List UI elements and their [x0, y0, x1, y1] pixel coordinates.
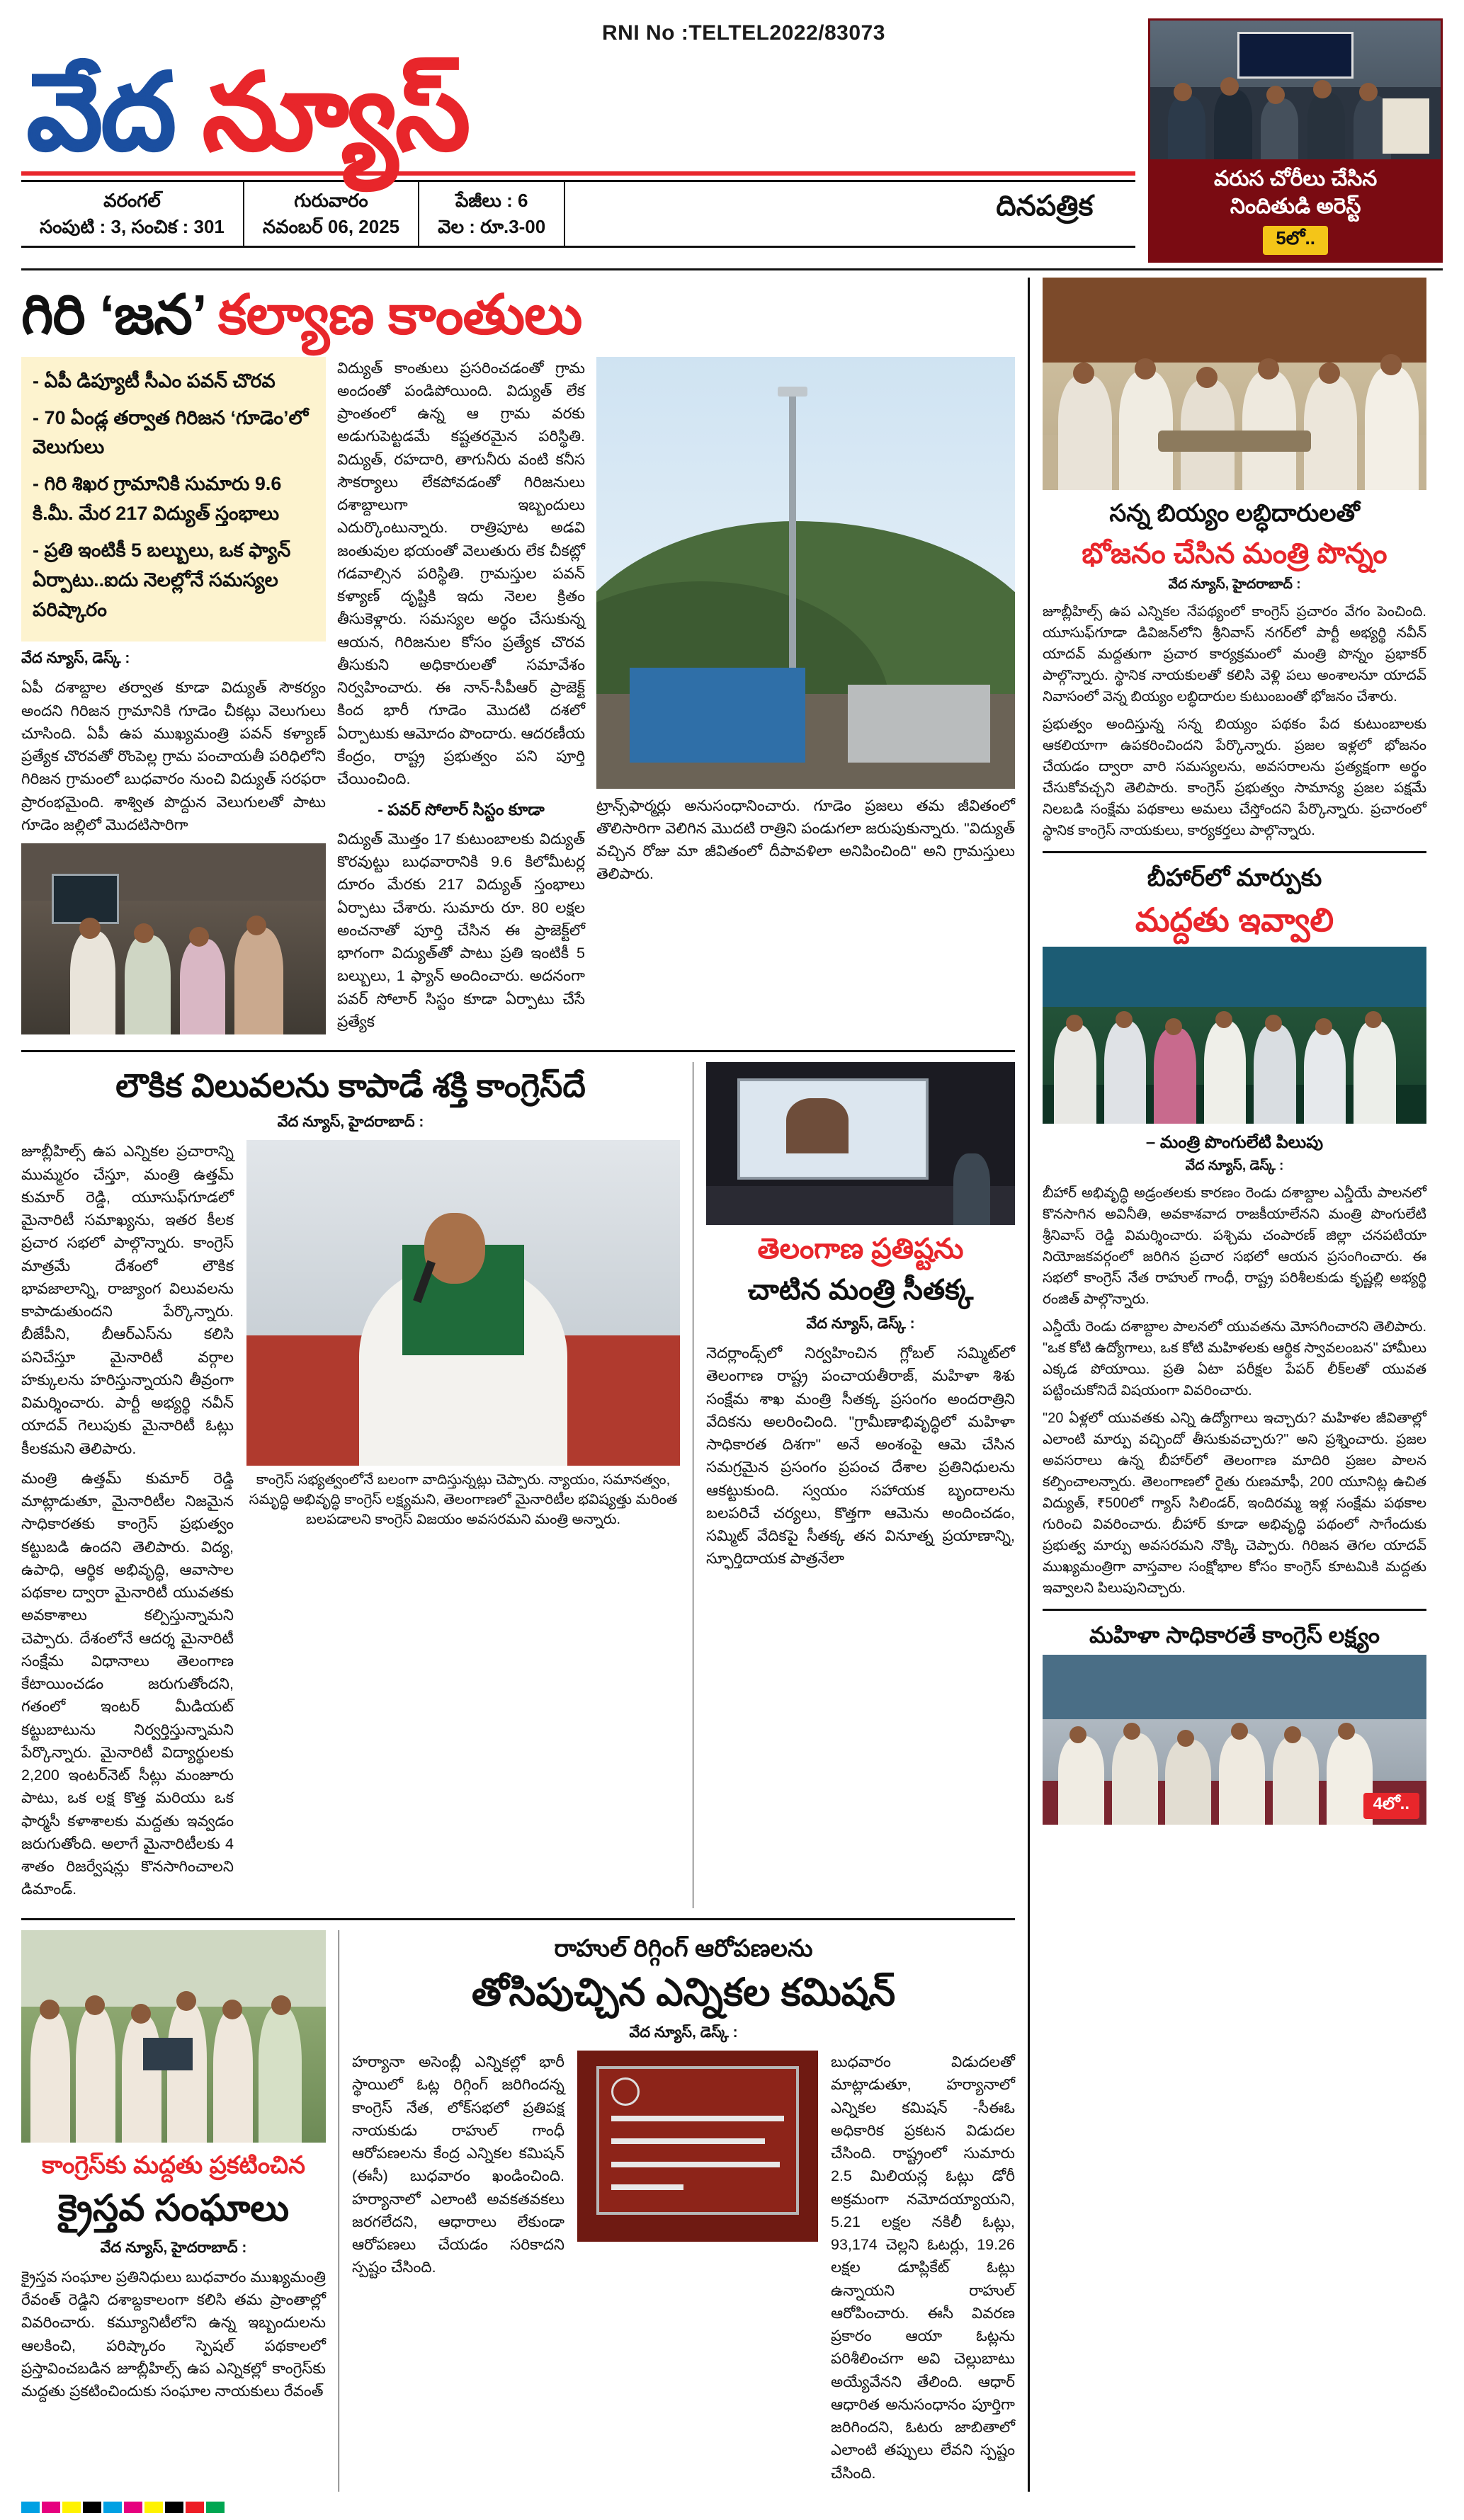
colorbar-0: [21, 2502, 40, 2513]
article4-col2: [831, 2051, 1015, 2492]
rni-number: RNI No :TELTEL2022/83073: [602, 21, 885, 45]
lead-byline: వేద న్యూస్, డెస్క్ :: [21, 650, 130, 667]
promo-box[interactable]: [1148, 18, 1443, 263]
right-story1-body: [1043, 601, 1426, 841]
masthead-subtitle: దినపత్రిక: [996, 190, 1094, 222]
article2-body-row: [21, 1140, 680, 1908]
newspaper-logo: [21, 18, 1135, 169]
article4-col1: [352, 2051, 564, 2492]
info-day: గురువారం: [294, 190, 368, 212]
right-photo-women-event: [1043, 1655, 1426, 1825]
article2-photo-wrap: [246, 1140, 680, 1908]
lead-col1-text: ఏపీ దశాబ్దాల తర్వాత కూడా విద్యుత్ సౌకర్యం అందని గిరిజన గ్రామానికి గూడెం చీకట్లు వెలుగులు చూసింది. ఏపీ ఉప ముఖ్యమంత్రి పవన్ కళ్యాణ్ ప్రత్యేక చొరవతో రొంపెల్ల గ్రామ పంచాయతీ పరిధిలోని గిరిజన గ్రామంలో బుధవారం నుంచి విద్యుత్ సరఫరా ప్రారంభమైంది. శాశ్విత పొద్దున వెలుగులతో పాటు గూడెం జల్లిలో మొదటిసారిగా: [21, 679, 326, 833]
article3-byline: వేద న్యూస్, డెస్క్ :: [806, 1316, 915, 1333]
left-column: [21, 278, 1030, 2492]
lead-col2b-text: విద్యుత్ మొత్తం 17 కుటుంబాలకు విద్యుత్ కొరవుట్టు బుధవారానికి 9.6 కిలోమీటర్ల దూరం మేరకు 217 విద్యుత్ స్తంభాలు ఏర్పాటు చేశారు. సుమారు రూ. 80 లక్షల అంచనాతో పూర్తి చేసిన ఈ ప్రాజెక్ట్‌లో భాగంగా విద్యుత్‌తో పాటు ప్రతి ఇంటికీ 5 బల్బులు, 1 ఫ్యాన్ అందించారు. అదనంగా పవర్ సోలార్ సిస్టం కూడా ఏర్పాటు చేసే ప్రత్యేక: [337, 830, 585, 1030]
promo-caption-line1: వరుస చోరీలు చేసిన: [1213, 167, 1378, 190]
article-ec: [21, 1930, 1015, 2492]
right-story2-byline: వేద న్యూస్, డెస్క్ :: [1185, 1158, 1284, 1174]
lead-column-2: [337, 357, 585, 1041]
article4-row: [352, 2051, 1015, 2492]
article3-body: [706, 1342, 1015, 1570]
promo-caption: [1150, 159, 1441, 223]
right-story1-p1: జూబ్లీహిల్స్ ఉప ఎన్నికల నేపథ్యంలో కాంగ్రెస్ ప్రచారం వేగం పెంచింది. యూసుఫ్‌గూడా డివిజన్‌లోని శ్రీనివాస్ నగర్‌లో పార్టీ అభ్యర్థి నవీన్ యాదవ్ మద్దతుగా ప్రచార కార్యక్రమంలో మంత్రి పొన్నం ప్రభాకర్ పాల్గొన్నారు. స్థానిక నాయకులతో కలిసి వెళ్లి పలు అంశాలనూ యాదవ్ నివాసంలో వెన్న బియ్యం లబ్ధిదారుల కుటుంబంతో భోజనం చేశారు.: [1043, 603, 1426, 705]
promo-page-badge[interactable]: 5లో..: [1263, 226, 1328, 255]
colorbar-1: [42, 2502, 60, 2513]
info-pages: పేజీలు : 6: [455, 190, 528, 212]
article3-heading-1: తెలంగాణ ప్రతిష్టను: [757, 1233, 964, 1265]
masthead-logo-block: [21, 18, 1135, 248]
article4-caption-body: క్రైస్తవ సంఘాల ప్రతినిధులు బుధవారం ముఖ్యమంత్రి రేవంత్ రెడ్డిని దశాబ్దకాలంగా కలిసి తమ ప్రాంతాల్లో వివరించారు. కమ్యూనిటీలోని ఉన్న ఇబ్బందులను ఆలకించి, పరిష్కారం స్పెషల్ పథకాలలో ప్రస్తావించబడిన జూబ్లీహిల్స్ ఉప ఎన్నికల్లో కాంగ్రెస్‌కు మద్దతు ప్రకటించిందుకు సంఘాల నాయకులు రేవంత్: [21, 2268, 326, 2400]
article3-heading-2: చాటిన మంత్రి సీతక్క: [747, 1275, 974, 1306]
masthead-info-strip: [21, 180, 1135, 248]
right-photo-bihar-rally: [1043, 947, 1426, 1124]
logo-word-1: వేద: [27, 52, 175, 171]
right-story1-heading-2: భోజనం చేసిన మంత్రి పొన్నం: [1082, 537, 1388, 569]
article-congress-main: [21, 1062, 680, 1908]
right-story1-p2: ప్రభుత్వం అందిస్తున్న సన్న బియ్యం పథకం పేద కుటుంబాలకు ఆకలియాగా ఉపకరించిందని పేర్కొన్నారు. ప్రజల ఇళ్లలో భోజనం చేయడం ద్వారా వారి సమస్యలను, అవసరాలను ప్రత్యక్షంగా అర్థం చేసుకోవచ్చని తెలిపారు. కాంగ్రెస్ ప్రభుత్వం సామాన్య ప్రజల పక్షమే నిలబడి సంక్షేమ పథకాలు అమలు చేస్తోందని పేర్కొన్నారు. ప్రచారంలో స్థానిక కాంగ్రెస్ నాయకులు, కార్యకర్తలు పాల్గొన్నారు.: [1043, 716, 1426, 838]
article2-col1-text: జూబ్లీహిల్స్ ఉప ఎన్నికల ప్రచారాన్ని ముమ్మరం చేస్తూ, మంత్రి ఉత్తమ్ కుమార్ రెడ్డి, యూసుఫ్‌గూడలో మైనారిటీ సమాఖ్యను, ఇతర కీలక ప్రచార సభలో పాల్గొన్నారు. కాంగ్రెస్ మాత్రమే దేశంలో లౌకిక భావజాలాన్ని, రాజ్యాంగ విలువలను కాపాడుతుందని పేర్కొన్నారు. బీజేపీని, బీఆర్ఎస్‌ను కలిసి పనిచేస్తూ మైనారిటీ వర్గాల హక్కులను హరిస్తున్నాయని తీవ్రంగా విమర్శించారు. పార్టీ అభ్యర్థి నవీన్ యాదవ్ గెలుపుకు మైనారిటీ ఓట్లు కీలకమని తెలిపారు.: [21, 1143, 234, 1457]
color-registration-bars: [21, 2502, 1443, 2513]
right-story2-p1: బీహార్ అభివృద్ధి అడ్రంతలకు కారణం రెండు దశాబ్దాల ఎన్డీయే పాలనలో కొనసాగిన అవినీతి, అవకాశవాద రాజకీయాలేనని మంత్రి పొంగులేటి శ్రీనివాస్ రెడ్డి విమర్శించారు. పశ్చిమ చంపారణ్ జిల్లా చనపటియా నియోజకవర్గంలో జరిగిన ప్రచార సభలో ఆయన ప్రసంగించారు. ఈ సభలో కాంగ్రెస్ నేత రాహుల్ గాంధీ, రాష్ట్ర పరిశీలకుడు కృష్ణల్లి అభ్యర్థి రంజిత్ పాల్గొన్నారు.: [1043, 1185, 1426, 1308]
right-story2-p3: "20 ఏళ్లలో యువతకు ఎన్ని ఉద్యోగాలు ఇచ్చారు? మహిళల జీవితాల్లో ఎలాంటి మార్పు వచ్చిందో తీసుకువచ్చారు?" అని ప్రశ్నించారు. ప్రజల అవసరాలు ఉన్న బీహార్‌లో తెలంగాణ మాదిరి ప్రజల పాలన కల్పించాలన్నారు. తెలంగాణలో రైతు రుణమాఫీ, 200 యూనిట్ల ఉచిత విద్యుత్, ₹500లో గ్యాస్ సిలిండర్, ఇందిరమ్మ ఇళ్ల సంక్షేమ పథకాల గురించి వివరించారు. బీహార్ కూడా అభివృద్ధి పథంలో సాగేందుకు ప్రభుత్వ మార్పు అవసరమని నొక్కి చెప్పారు. గిరిజన తెగల యాదవ్ ముఖ్యమంత్రిగా వాస్తవాల సంక్షోభాల కోసం కాంగ్రెస్ కూటమికి మద్దతు ఇవ్వాలని పిలుపునిచ్చారు.: [1043, 1410, 1426, 1597]
colorbar-4: [103, 2502, 122, 2513]
article4-heading-1: రాహుల్ రిగ్గింగ్ ఆరోపణలను: [554, 1934, 813, 1962]
lead-photo-village: [21, 843, 326, 1034]
divider-1: [21, 1050, 1015, 1052]
article2-byline: వేద న్యూస్, హైదరాబాద్ :: [277, 1114, 424, 1131]
logo-word-2: న్యూస్: [203, 52, 469, 171]
colorbar-9: [206, 2502, 225, 2513]
article4-caption-head: కాంగ్రెస్‌కు మద్దతు ప్రకటించిన: [42, 2151, 305, 2179]
article3-body-text: నెదర్లాండ్స్‌లో నిర్వహించిన గ్లోబల్ సమ్మిట్‌లో తెలంగాణ రాష్ట్ర పంచాయతీరాజ్, మహిళా శిశు సంక్షేమ శాఖ మంత్రి సీతక్క ప్రసంగం అందరాత్రిని వేదికను అలరించింది. "గ్రామీణాభివృద్ధిలో మహిళా సాధికారత దిశగా" అనే అంశంపై ఆమె చేసిన సమగ్రమైన ప్రసంగం ప్రపంచ దేశాల ప్రతినిధులను ఆకట్టుకుంది. స్వయం సహాయక బృందాలను బలపరిచే చర్యలు, కొత్తగా ఆమెను అందించడం, సమ్మిట్ వేదికపై సీతక్క తన వినూత్న ప్రయాణాన్ని, స్ఫూర్తిదాయక పాత్రనేలా: [706, 1345, 1015, 1568]
article2-photo-speaker: [246, 1140, 680, 1466]
content-grid: [21, 278, 1443, 2492]
lead-headline: [21, 283, 1015, 347]
article2-heading: లౌకిక విలువలను కాపాడే శక్తి కాంగ్రెస్‌దే: [115, 1067, 586, 1105]
lead-subhead: - పవర్ సోలార్ సిస్టం కూడా: [378, 800, 545, 819]
lead-bullet-2: - గిరి శిఖర గ్రామానికి సుమారు 9.6 కి.మీ. మేర 217 విద్యుత్ స్తంభాలు: [33, 473, 282, 525]
colorbar-5: [124, 2502, 142, 2513]
article2-col2-text: మంత్రి ఉత్తమ్ కుమార్ రెడ్డి మాట్లాడుతూ, మైనారిటీల నిజమైన సాధికారతకు కాంగ్రెస్ ప్రభుత్వం కట్టుబడి ఉందని తెలిపారు. విద్య, ఉపాధి, ఆర్థిక అభివృద్ధి, ఆవాసాల పథకాల ద్వారా మైనారిటీ యువతకు అవకాశాలు కల్పిస్తున్నామని చెప్పారు. దేశంలోనే ఆదర్శ మైనారిటీ సంక్షేమ విధానాలు తెలంగాణ కేటాయించడం జరుగుతోందని, గతంలో ఇంటర్ మీడియట్ కట్టుబాటును నిర్వర్తిస్తున్నామని పేర్కొన్నారు. మైనారిటీ విద్యార్థులకు 2,200 ఇంటర్‌నెట్ సీట్లు మంజూరు పాటు, ఒక లక్ష కొత్త మరియు ఒక ఫార్మసీ కళాశాలకు మద్దతు ఇవ్వడం జరుగుతోంది. అలాగే మైనారిటీలకు 4 శాతం రిజర్వేషన్లు కొనసాగించాలని డిమాండ్.: [21, 1469, 234, 1898]
masthead: [21, 18, 1443, 263]
promo-caption-line2: నిందితుడి అరెస్ట్: [1230, 195, 1361, 218]
info-pages-price: [419, 182, 565, 246]
colorbar-8: [186, 2502, 204, 2513]
promo-photo: [1150, 21, 1441, 159]
article-congress: [21, 1062, 1015, 1908]
lead-headline-part1: గిరి ‘జన’: [21, 283, 218, 346]
info-place-volume: [21, 182, 244, 246]
masthead-red-rule: [21, 171, 1135, 176]
article-sitakka: [706, 1062, 1015, 1908]
article4-col1-text: హర్యానా అసెంబ్లీ ఎన్నికల్లో భారీ స్థాయిలో ఓట్ల రిగ్గింగ్ జరిగిందన్న కాంగ్రెస్ నేత, లోక్‌సభలో ప్రతిపక్ష నాయకుడు రాహుల్ గాంధీ ఆరోపణలను కేంద్ర ఎన్నికల కమిషన్ (ఈసీ) బుధవారం ఖండించింది. హర్యానాలో ఎలాంటి అవకతవకలు జరగలేదని, ఆధారాలు లేకుండా ఆరోపణలు చేయడం సరికాదని స్పష్టం చేసింది.: [352, 2053, 564, 2276]
article4-caption-body-wrap: [21, 2266, 326, 2403]
right-story2-heading-1: బీహార్‌లో మార్పుకు: [1147, 864, 1322, 891]
info-volume: సంపుటి : 3, సంచిక : 301: [40, 215, 225, 237]
info-place: వరంగల్: [103, 190, 161, 212]
right-story1-heading-1: సన్న బియ్యం లబ్ధిదారులతో: [1109, 500, 1360, 527]
article4-col2-text: బుధవారం విడుదలతో మాట్లాడుతూ, హర్యానాలో ఎన్నికల కమిషన్ -సీఈఓ అధికారిక ప్రకటన విడుదల చేసింది. రాష్ట్రంలో సుమారు 2.5 మిలియన్ల ఓట్లు డోరీ అక్రమంగా నమోదయ్యాయని, 5.21 లక్షల నకిలీ ఓట్లు, 93,174 చెల్లని ఓటర్లు, 19.26 లక్షల డూప్లికేట్ ఓట్లు ఉన్నాయని రాహుల్ ఆరోపించారు. ఈసీ వివరణ ప్రకారం ఆయా ఓట్లను పరిశీలించగా అవి చెల్లుబాటు అయ్యేవేనని తేలింది. ఆధార్ ఆధారిత అనుసంధానం పూర్తిగా జరిగిందని, ఓటరు జాబితాలో ఎలాంటి తప్పులు లేవని స్పష్టం చేసింది.: [831, 2053, 1015, 2482]
colorbar-2: [62, 2502, 81, 2513]
article3-photo-summit: [706, 1062, 1015, 1225]
lead-article: [21, 357, 1015, 1041]
article4-photo-eci: [577, 2051, 818, 2242]
article4-byline: వేద న్యూస్, డెస్క్ :: [629, 2024, 738, 2041]
lead-col3-text-wrap: [596, 794, 1015, 886]
article2-col1: [21, 1140, 234, 1908]
colorbar-7: [165, 2502, 183, 2513]
right-story2-caption: – మంత్రి పొంగులేటి పిలుపు: [1145, 1132, 1324, 1152]
article2-caption: కాంగ్రెస్ సభ్యత్వంలోనే బలంగా వాదిస్తున్నట్లు చెప్పారు. న్యాయం, సమానత్వం, సమృద్ధి అభివృద్ధి కాంగ్రెస్ లక్ష్యమని, తెలంగాణలో మైనారిటీల భవిష్యత్తు మరింత బలపడాలని కాంగ్రెస్ విజయం అవసరమని మంత్రి అన్నారు.: [249, 1472, 678, 1528]
article4-photo-meeting: [21, 1930, 326, 2143]
right-story1-byline: వేద న్యూస్, హైదరాబాద్ :: [1168, 576, 1301, 592]
colorbar-3: [83, 2502, 101, 2513]
right-divider-1: [1043, 851, 1426, 853]
divider-2: [21, 1918, 1015, 1920]
right-divider-2: [1043, 1609, 1426, 1611]
right-photo-minister-meal: [1043, 278, 1426, 490]
lead-left-block: [21, 357, 326, 1041]
right-story3-page-badge[interactable]: 4లో..: [1363, 1793, 1419, 1819]
article-ec-main: [352, 1930, 1015, 2492]
article-christian: [21, 1930, 326, 2492]
info-price: వెల : రూ.3-00: [438, 215, 546, 237]
article4-heading-2: తోసిపుచ్చిన ఎన్నికల కమిషన్: [471, 1971, 896, 2014]
right-story2-body: [1043, 1182, 1426, 1599]
masthead-bottom-rule: [21, 268, 1443, 270]
article4-caption-head2: క్రైస్తవ సంఘాలు: [57, 2188, 290, 2230]
lead-column-3: [596, 357, 1015, 1041]
info-day-date: [244, 182, 419, 246]
right-story3-heading: మహిళా సాధికారతే కాంగ్రెస్ లక్ష్యం: [1089, 1622, 1380, 1648]
lead-column-1: [21, 676, 326, 836]
right-story2-heading-2: మద్దతు ఇవ్వాలి: [1135, 901, 1334, 938]
lead-bullet-3: - ప్రతి ఇంటికీ 5 బల్బులు, ఒక ఫ్యాన్ ఏర్పాటు..ఐదు నెలల్లోనే సమస్యల పరిష్కారం: [33, 539, 291, 620]
lead-photo-tower: [596, 357, 1015, 789]
article4-caption-byline: వేద న్యూస్, హైదరాబాద్ :: [100, 2239, 247, 2256]
lead-bullet-1: - 70 ఏండ్ల తర్వాత గిరిజన ‘గూడెం’లో వెలుగులు: [33, 406, 309, 458]
right-column: [1030, 278, 1426, 2492]
info-date: నవంబర్ 06, 2025: [262, 215, 400, 237]
lead-col2-text: విద్యుత్ కాంతులు ప్రసరించడంతో గ్రామ అందంతో పండిపోయింది. విద్యుత్ లేక ప్రాంతంలో ఉన్న ఆ గ్రామ వరకు అడుగుపెట్టడమే కష్టతరమైన పరిస్థితి. విద్యుత్, రహదారి, తాగునీరు వంటి కనీస సౌకర్యాలు లేకపోవడంతో గిరిజనులు దశాబ్దాలుగా ఇబ్బందులు ఎదుర్కొంటున్నారు. రాత్రిపూట అడవి జంతువుల భయంతో వెలుతురు లేక చీకట్లో గడవాల్సిన పరిస్థితి. గ్రామస్తుల పవన్ కళ్యాణ్ దృష్టికి ఇదు నెలల క్రితం తీసుకెళ్లారు. సమస్యల అర్థం చేసుకున్న ఆయన, గిరిజనుల కోసం ప్రత్యేక చొరవ తీసుకుని అధికారులతో సమావేశం నిర్వహించారు. ఈ నాన్-సీపీఆర్ ప్రాజెక్ట్ కింద భారీ గూడెం మొదటి దశలో ఏర్పాటుకు ఆమోదం పొందారు. ఆదరణీయ కేంద్రం, రాష్ట్ర ప్రభుత్వం పని పూర్తి చేయించింది.: [337, 359, 585, 788]
colorbar-6: [144, 2502, 163, 2513]
article4-photo-wrap: [577, 2051, 818, 2492]
lead-bullet-list: [21, 357, 326, 642]
lead-col3-text: ట్రాన్స్‌ఫార్మర్లు అనుసంధానించారు. గూడెం ప్రజలు తమ జీవితంలో తొలిసారిగా వెలిగిన మొదటి రాత్రిని పండుగలా జరుపుకున్నారు. "విద్యుత్ వచ్చిన రోజు మా జీవితంలో దీపావళిలా అనిపించింది" అని గ్రామస్తులు తెలిపారు.: [596, 797, 1015, 883]
right-story2-p2: ఎన్డీయే రెండు దశాబ్దాల పాలనలో యువతను మోసగించారని తెలిపారు. "ఒక కోటి ఉద్యోగాలు, ఒక కోటి మహిళలకు ఆర్థిక స్వావలంబన" హామీలు ఎక్కడ పోయాయి. ప్రతి ఏటా పరీక్షల పేపర్ లీక్‌లతో యువత పట్టించుకోనిదే విషయంగా వివరించారు.: [1043, 1319, 1426, 1399]
lead-headline-part2: కల్యాణ కాంతులు: [217, 283, 582, 346]
lead-bullet-0: - ఏపీ డిప్యూటీ సీఎం పవన్ చొరవ: [33, 370, 276, 392]
